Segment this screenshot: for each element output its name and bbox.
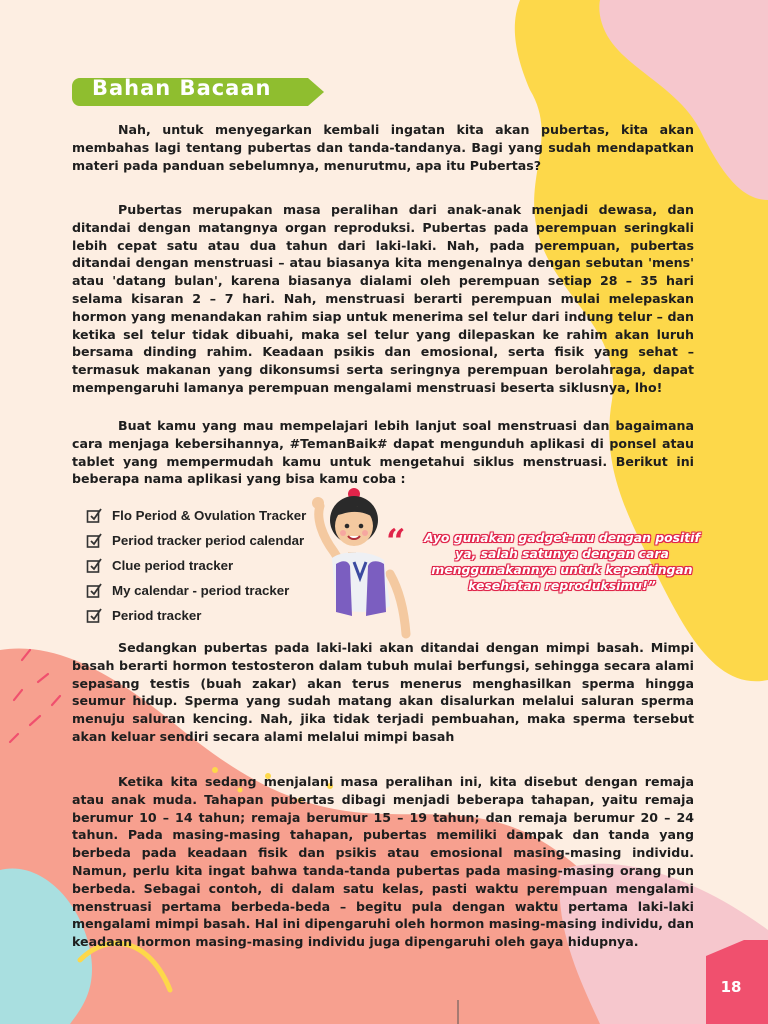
app-name: Period tracker [112, 608, 202, 623]
list-item [86, 528, 306, 553]
app-name: Flo Period & Ovulation Tracker [112, 508, 307, 523]
paragraph-2: Pubertas merupakan masa peralihan dari anak-anak menjadi dewasa, dan ditandai dengan matangnya organ reproduksi. Pubertas pada perempuan seringkali lebih cepat satu atau dua tahun dari laki-laki. Nah, pada perempuan, pubertas ditandai dengan menstruasi – atau biasanya kita mengenalnya dengan sebutan 'mens' atau 'datang bulan', karena biasanya dialami oleh perempuan setiap 28 – 35 hari selama kisaran 2 – 7 hari. Nah, menstruasi berarti perempuan mulai melepaskan hormon yang menandakan rahim siap untuk menerima sel telur dari indung telur – dan ketika sel telur tidak dibuahi, maka sel telur yang dilepaskan ke rahim akan luruh bersama dinding rahim. Keadaan psikis dan emosional, serta fisik yang sehat – termasuk makanan yang dikonsumsi serta seringnya perempuan berolahraga, dapat mempengaruhi lamanya perempuan mengalami menstruasi beserta siklusnya, lho! [72, 202, 694, 395]
checkbox-icon [86, 583, 102, 599]
app-name: Clue period tracker [112, 558, 234, 573]
quote-open-mark: “ [386, 522, 406, 562]
list-item [86, 603, 306, 628]
list-item [86, 553, 306, 578]
app-name: Period tracker period calendar [112, 533, 305, 548]
list-item [86, 578, 306, 603]
paragraph-4: Sedangkan pubertas pada laki-laki akan ditandai dengan mimpi basah. Mimpi basah berarti hormon testosteron dalam tubuh mulai berfungsi, sehingga secara alami sepasang testis (buah zakar) akan terus menerus menghasilkan sperma hingga seumur hidup. Sperma yang sudah matang akan disalurkan melalui saluran sperma menuju saluran kencing. Nah, jika tidak terjadi pembuahan, maka sperma tersebut akan keluar sendiri secara alami melalui mimpi basah [72, 640, 694, 744]
paragraph-5: Ketika kita sedang menjalani masa peralihan ini, kita disebut dengan remaja atau anak muda. Tahapan pubertas dibagi menjadi beberapa tahapan, yaitu remaja berumur 10 – 14 tahun; remaja berumur 15 – 19 tahun; dan remaja berumur 20 – 24 tahun. Pada masing-masing tahapan, pubertas memiliki dampak dan tanda yang berbeda pada keadaan fisik dan psikis atau emosional masing-masing individu. Namun, perlu kita ingat bahwa tanda-tanda pubertas pada masing-masing orang pun berbeda. Sebagai contoh, di dalam satu kelas, pasti waktu perempuan mengalami menstruasi pertama berbeda-beda – begitu pula dengan waktu pertama laki-laki mengalami mimpi basah. Hal ini dipengaruhi oleh hormon masing-masing individu, dan keadaan hormon masing-masing individu juga dipengaruhi oleh gaya hidupnya. [72, 774, 694, 950]
girl-waving-illustration [298, 488, 416, 640]
list-item [86, 503, 306, 528]
section-title: Bahan Bacaan [92, 76, 272, 100]
page-number: 18 [720, 978, 742, 996]
app-name: My calendar - period tracker [112, 583, 290, 598]
checkbox-icon [86, 508, 102, 524]
checkbox-icon [86, 608, 102, 624]
paragraph-1: Nah, untuk menyegarkan kembali ingatan kita akan pubertas, kita akan membahas lagi tentang pubertas dan tanda-tandanya. Bagi yang sudah mendapatkan materi pada panduan sebelumnya, menurutmu, apa itu Pubertas? [72, 122, 694, 173]
app-list [86, 503, 306, 628]
checkbox-icon [86, 533, 102, 549]
paragraph-3: Buat kamu yang mau mempelajari lebih lanjut soal menstruasi dan bagaimana cara menjaga kebersihannya, #TemanBaik# dapat mengunduh aplikasi di ponsel atau tablet yang mempermudah kamu untuk mengetahui siklus menstruasi. Berikut ini beberapa nama aplikasi yang bisa kamu coba : [72, 418, 694, 487]
checkbox-icon [86, 558, 102, 574]
speech-quote: Ayo gunakan gadget-mu dengan positif ya, salah satunya dengan cara menggunakannya untuk kepentingan kesehatan reproduksimu!” [424, 530, 700, 593]
